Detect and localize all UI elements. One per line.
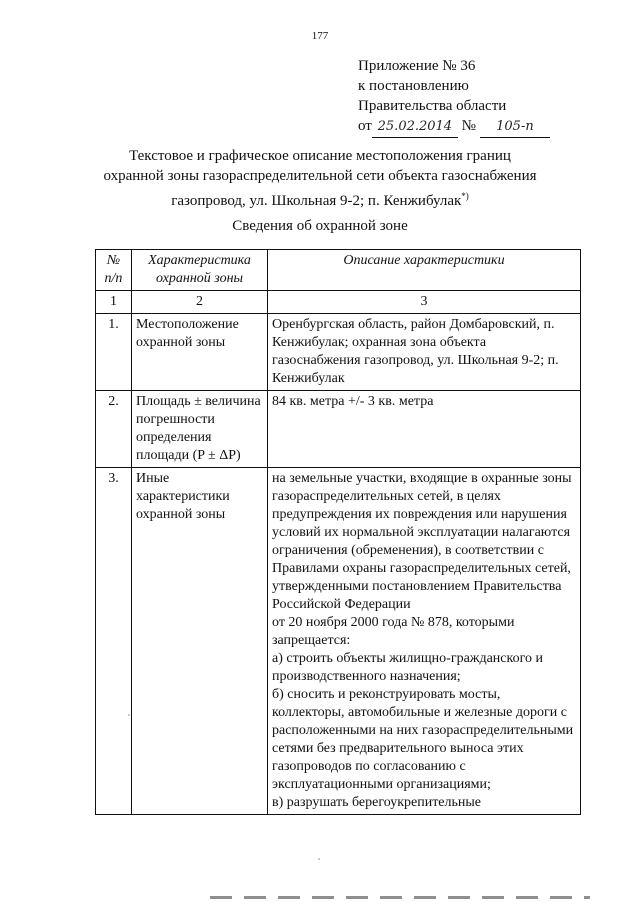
index-cell-1: 1: [96, 291, 132, 314]
section-subtitle: Сведения об охранной зоне: [232, 218, 408, 234]
handwritten-number: 105-п: [480, 117, 550, 138]
table-row: [96, 468, 581, 815]
appendix-block: [358, 56, 550, 138]
row-2-num: 2.: [96, 391, 132, 468]
number-sign: №: [461, 118, 476, 134]
appendix-line-2: к постановлению: [358, 78, 469, 94]
footnote-mark: *): [461, 191, 469, 201]
zone-table: [95, 249, 581, 815]
row-1-characteristic: Местоположение охранной зоны: [132, 314, 268, 391]
page-number: 177: [311, 30, 329, 42]
row-3-characteristic: Иные характеристики охранной зоны: [132, 468, 268, 815]
index-cell-3: 3: [268, 291, 581, 314]
table-index-row: [96, 291, 581, 314]
table-row: [96, 314, 581, 391]
title-line-2: охранной зоны газораспределительной сети объекта газоснабжения: [103, 168, 537, 184]
row-1-description: Оренбургская область, район Домбаровский, п. Кенжибулак; охранная зона объекта газоснабжения газопровод, ул. Школьная 9-2; п. Кенжибулак: [268, 314, 581, 391]
row-3-description: на земельные участки, входящие в охранные зоны газораспределительных сетей, в целях предупреждения их повреждения или нарушения условий их нормальной эксплуатации налагаются ограничения (обременения), в соответствии с Правилами охраны газораспределительных сетей, утвержденными постановлением Правительства Российской Федерации от 20 ноября 2000 года № 878, которыми запрещается: а) строить объекты жилищно-гражданского и производственного назначения; б) сносить и реконструировать мосты, коллекторы, автомобильные и железные дороги с расположенными на них газораспределительными сетями без предварительного выноса этих газопроводов по согласованию с эксплуатационными организациями; в) разрушать берегоукрепительные: [268, 468, 581, 815]
title-line-3: газопровод, ул. Школьная 9-2; п. Кенжибулак: [171, 193, 462, 209]
title-line-3-wrap: [80, 186, 560, 211]
index-cell-2: 2: [132, 291, 268, 314]
appendix-date-line: [358, 116, 550, 138]
table-row: [96, 391, 581, 468]
document-title: [80, 146, 560, 211]
row-3-num: 3.: [96, 468, 132, 815]
title-line-1: Текстовое и графическое описание местоположения границ: [129, 148, 511, 164]
handwritten-date: 25.02.2014: [372, 117, 458, 138]
date-prefix: от: [358, 118, 372, 134]
header-description: Описание характеристики: [268, 250, 581, 291]
row-2-characteristic: Площадь ± величина погрешности определения площади (P ± ΔP): [132, 391, 268, 468]
table-header-row: [96, 250, 581, 291]
appendix-line-1: Приложение № 36: [358, 58, 476, 74]
row-1-num: 1.: [96, 314, 132, 391]
scan-speck: [128, 714, 130, 716]
header-characteristic: Характеристика охранной зоны: [132, 250, 268, 291]
scan-speck: [318, 858, 320, 860]
cut-off-next-line: [210, 896, 590, 899]
appendix-line-3: Правительства области: [358, 98, 507, 114]
header-num: № п/п: [96, 250, 132, 291]
row-2-description: 84 кв. метра +/- 3 кв. метра: [268, 391, 581, 468]
